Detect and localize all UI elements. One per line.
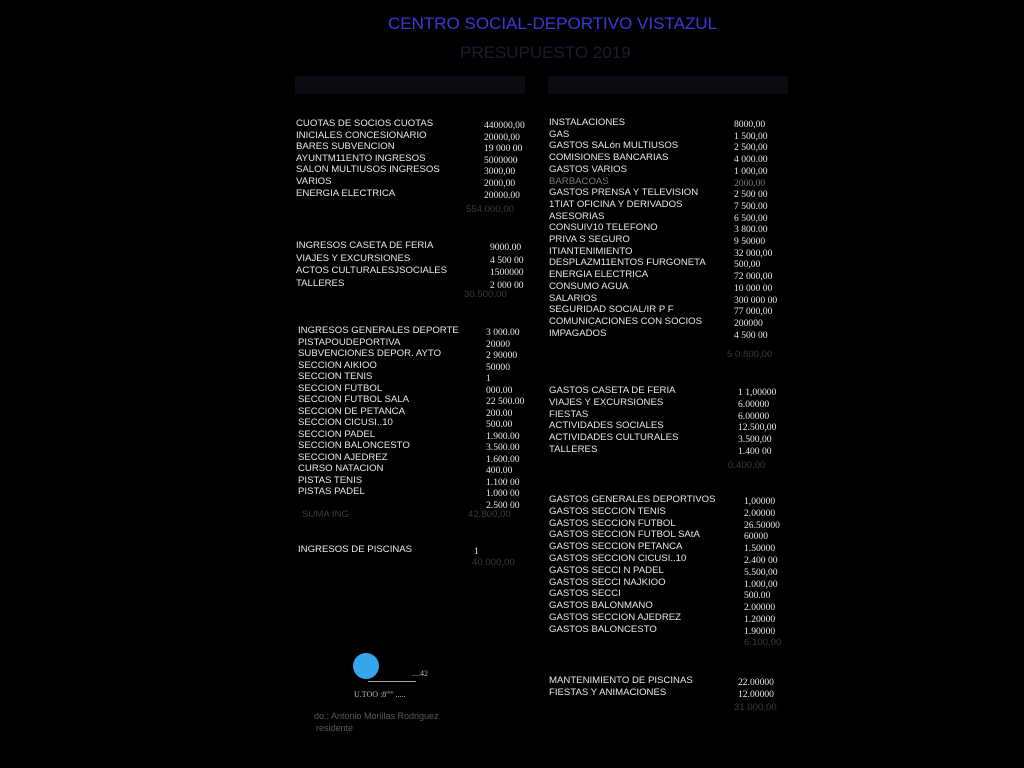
line-item-label: GASTOS GENERALES DEPORTIVOS bbox=[549, 494, 716, 505]
line-item-value: 2.500 00 bbox=[486, 499, 520, 511]
line-item-value: 5.500,00 bbox=[744, 566, 778, 578]
line-item-value: 4 500 00 bbox=[734, 329, 768, 341]
line-item-label: SECCION TENIS bbox=[298, 371, 373, 382]
line-item-label: BARES SUBVENCION bbox=[296, 141, 395, 153]
line-item-value: 3.500,00 bbox=[738, 434, 772, 446]
line-item-value: 2 500 00 bbox=[734, 189, 768, 201]
line-item-value: 1.90000 bbox=[744, 625, 776, 637]
line-item-label: DESPLAZM11ENTOS FURGONETA bbox=[549, 257, 706, 269]
line-item-value: 22 500.00 bbox=[486, 396, 525, 407]
line-item-label: GASTOS SECCION AJEDREZ bbox=[549, 612, 682, 623]
line-item-value: 3000,00 bbox=[484, 166, 516, 178]
line-item-label: INGRESOS CASETA DE FERIA bbox=[296, 240, 434, 251]
line-item-label: GASTOS SECCI bbox=[549, 588, 621, 600]
line-item-label: SECCION BALONCESTO bbox=[298, 440, 410, 451]
line-item-value: 1.50000 bbox=[744, 543, 776, 555]
signature-name: do.: Antonio Morillas Rodriguez bbox=[314, 711, 439, 721]
line-item-label: GASTOS SECCION PETANCA bbox=[549, 541, 683, 553]
line-item-label: SECCION PADEL bbox=[298, 428, 376, 440]
logo-text-top: ....42 bbox=[412, 669, 428, 678]
line-item-value: 4 000.00 bbox=[734, 154, 768, 166]
line-item-value: 1.900.00 bbox=[486, 430, 520, 442]
line-item-label: VIAJES Y EXCURSIONES bbox=[549, 396, 664, 408]
line-item-value: 1,00000 bbox=[744, 496, 776, 507]
income-sec3-total: 42.800,00 bbox=[468, 509, 511, 520]
line-item-value: 500.00 bbox=[486, 419, 513, 430]
line-item-value: 1 500,00 bbox=[734, 130, 768, 142]
line-item-label: VARIOS bbox=[296, 176, 332, 187]
expense-header-bar bbox=[548, 76, 788, 94]
line-item-value: 5000000 bbox=[484, 154, 518, 166]
line-item-value: 32 000,00 bbox=[734, 247, 773, 259]
line-item-label: SUBVENCIONES DEPOR. AYTO bbox=[298, 348, 442, 359]
line-item-value: 2 90000 bbox=[486, 350, 518, 361]
logo-underline bbox=[368, 681, 416, 682]
line-item-value: 3 000.00 bbox=[486, 327, 520, 338]
line-item-label: COMISIONES BANCARIAS bbox=[549, 152, 669, 164]
line-item-value: 1.400 00 bbox=[738, 446, 772, 457]
line-item-label: GASTOS SECCION FUTBOL bbox=[549, 517, 676, 529]
line-item-label: IMPAGADOS bbox=[549, 327, 607, 339]
line-item-label: COMUNICACIONES CON SOCIOS bbox=[549, 315, 702, 327]
line-item-value: 6.00000 bbox=[738, 410, 770, 422]
line-item-label: ENERGIA ELECTRICA bbox=[549, 269, 649, 281]
line-item-label: AYUNTM11ENTO INGRESOS bbox=[296, 152, 426, 164]
line-item-value: 12.00000 bbox=[738, 688, 774, 700]
line-item-label: ACTIVIDADES SOCIALES bbox=[549, 420, 664, 432]
expense-sec1-total: 5 0.800,00 bbox=[727, 349, 773, 360]
line-item-label: SECCION AJEDREZ bbox=[298, 451, 388, 463]
line-item-value: 10 000 00 bbox=[734, 282, 773, 294]
line-item-value: 2000,00 bbox=[484, 178, 516, 189]
line-item-value: 9000.00 bbox=[490, 242, 522, 253]
line-item-label: PISTAS TENIS bbox=[298, 474, 363, 486]
line-item-value: 000.00 bbox=[486, 384, 513, 396]
line-item-value: 60000 bbox=[744, 531, 768, 543]
line-item-value: 1 1,00000 bbox=[738, 387, 777, 398]
line-item-label: GASTOS SALón MULTIUSOS bbox=[549, 140, 679, 152]
line-item-label: SALARIOS bbox=[549, 292, 597, 304]
line-item-label: GASTOS SECCION TENIS bbox=[549, 505, 666, 517]
line-item-label: SECCION DE PETANCA bbox=[298, 405, 405, 417]
line-item-value: 20000.00 bbox=[484, 189, 520, 201]
line-item-value: 500,00 bbox=[734, 259, 761, 271]
line-item-value: 22.00000 bbox=[738, 677, 774, 688]
line-item-label: SECCION FUTBOL SALA bbox=[298, 394, 410, 405]
expense-sec4-total: 31.000,00 bbox=[734, 702, 777, 713]
line-item-label: GASTOS VARIOS bbox=[549, 163, 628, 175]
line-item-value: 1500000 bbox=[490, 267, 524, 278]
line-item-value: 1.000,00 bbox=[744, 578, 778, 590]
line-item-value: 2 500,00 bbox=[734, 142, 768, 154]
line-item-label: CONSUMO AGUA bbox=[549, 280, 629, 292]
line-item-value: 4 500 00 bbox=[490, 254, 524, 266]
line-item-label: PISTAPOUDEPORTIVA bbox=[298, 336, 401, 348]
document-title: CENTRO SOCIAL-DEPORTIVO VISTAZUL bbox=[388, 14, 718, 33]
club-logo-icon bbox=[353, 653, 379, 679]
expense-sec2-total: 0.400,00 bbox=[728, 460, 766, 471]
line-item-value: 77 000,00 bbox=[734, 306, 773, 318]
line-item-value: 1.20000 bbox=[744, 614, 776, 625]
line-item-value: 9 50000 bbox=[734, 236, 766, 247]
line-item-label: GASTOS CASETA DE FERIA bbox=[549, 385, 676, 396]
line-item-value: 200000 bbox=[734, 317, 763, 329]
line-item-value: 1.100 00 bbox=[486, 476, 520, 488]
line-item-label: INSTALACIONES bbox=[549, 117, 626, 128]
line-item-value: 72 000,00 bbox=[734, 271, 773, 283]
line-item-label: GASTOS SECCI NAJKIOO bbox=[549, 576, 666, 588]
line-item-label: TALLERES bbox=[296, 277, 345, 289]
line-item-label: 1TIAT OFICINA Y DERIVADOS bbox=[549, 198, 683, 210]
line-item-value: 6 500,00 bbox=[734, 212, 768, 224]
line-item-value: 400.00 bbox=[486, 465, 513, 476]
line-item-label: CUOTAS DE SOCIOS CUOTAS bbox=[296, 118, 434, 129]
line-item-value: 1.600.00 bbox=[486, 453, 520, 465]
line-item-value: 1 000,00 bbox=[734, 165, 768, 177]
income-sec1-total: 554.000,00 bbox=[466, 204, 515, 215]
document-subtitle: PRESUPUESTO 2019 bbox=[460, 43, 631, 62]
line-item-label: GASTOS BALONCESTO bbox=[549, 623, 657, 635]
line-item-label: ACTOS CULTURALESJSOCIALES bbox=[296, 265, 448, 276]
line-item-label: ENERGIA ELECTRICA bbox=[296, 187, 396, 199]
line-item-value: 6.00000 bbox=[738, 398, 770, 410]
line-item-value: 12.500,00 bbox=[738, 422, 777, 434]
line-item-value: 1 bbox=[474, 546, 479, 557]
line-item-label: PRIVA S SEGURO bbox=[549, 234, 630, 245]
line-item-label: GASTOS SECCION CICUSI..10 bbox=[549, 553, 687, 564]
income-header-bar bbox=[295, 76, 525, 94]
line-item-value: 2.00000 bbox=[744, 602, 776, 614]
income-sec2-total: 30.500,00 bbox=[464, 289, 507, 300]
line-item-label: INGRESOS DE PISCINAS bbox=[298, 544, 413, 555]
line-item-value: 300 000 00 bbox=[734, 294, 778, 306]
line-item-value: 2000.00 bbox=[734, 177, 766, 189]
line-item-label: SEGURIDAD SOCIAL/IR P F bbox=[549, 304, 674, 316]
signature-role: residente bbox=[316, 723, 354, 733]
line-item-label: GASTOS BALONMANO bbox=[549, 600, 653, 612]
line-item-value: 500.00 bbox=[744, 590, 771, 602]
line-item-label: SECCION FUTBOL bbox=[298, 382, 383, 394]
line-item-label: CONSUIV10 TELEFONO bbox=[549, 222, 658, 234]
line-item-value: 3 800.00 bbox=[734, 224, 768, 236]
income-sec4-total: 40.000,00 bbox=[472, 557, 515, 568]
line-item-value: 3.500.00 bbox=[486, 442, 520, 453]
line-item-label: CURSO NATACION bbox=[298, 463, 384, 474]
line-item-label: FIESTAS bbox=[549, 408, 589, 420]
line-item-value: 26.50000 bbox=[744, 519, 780, 531]
line-item-label: SECCION CICUSI..10 bbox=[298, 417, 393, 428]
line-item-value: 1 bbox=[486, 373, 491, 384]
line-item-label: TALLERES bbox=[549, 444, 598, 455]
line-item-value: 8000,00 bbox=[734, 119, 766, 130]
line-item-label: PISTAS PADEL bbox=[298, 486, 365, 497]
line-item-label: BARBACOAS bbox=[549, 175, 609, 187]
line-item-label: INGRESOS GENERALES DEPORTE bbox=[298, 325, 459, 336]
line-item-label: SECCION AIKIOO bbox=[298, 359, 377, 371]
line-item-label: ITIANTENIMIENTO bbox=[549, 245, 633, 257]
line-item-label: ACTIVIDADES CULTURALES bbox=[549, 432, 679, 444]
line-item-value: 20000,00 bbox=[484, 131, 520, 143]
line-item-value: 2.00000 bbox=[744, 507, 776, 519]
line-item-value: 7 500.00 bbox=[734, 200, 768, 212]
line-item-label: SALON MULTIUSOS INGRESOS bbox=[296, 164, 440, 176]
line-item-value: 1.000 00 bbox=[486, 488, 520, 499]
line-item-value: 50000 bbox=[486, 361, 510, 373]
line-item-value: 2 000 00 bbox=[490, 279, 524, 291]
line-item-value: 2.400 00 bbox=[744, 555, 778, 566]
expense-sec3-total: 6.100,00 bbox=[744, 637, 782, 648]
line-item-value: 440000,00 bbox=[484, 120, 525, 131]
line-item-label: INICIALES CONCESIONARIO bbox=[296, 129, 427, 141]
income-sec3-total-label: SUMA ING bbox=[302, 509, 349, 520]
logo-text-bottom: U.TOO :8''''' ..... bbox=[354, 690, 406, 699]
line-item-label: ASESORIAS bbox=[549, 210, 605, 222]
line-item-label: GAS bbox=[549, 128, 570, 140]
line-item-label: VIAJES Y EXCURSIONES bbox=[296, 252, 411, 264]
line-item-label: FIESTAS Y ANIMACIONES bbox=[549, 686, 667, 698]
line-item-value: 19 000 00 bbox=[484, 143, 523, 155]
line-item-value: 200.00 bbox=[486, 407, 513, 419]
line-item-value: 20000 bbox=[486, 338, 510, 350]
line-item-label: MANTENIMIENTO DE PISCINAS bbox=[549, 675, 693, 686]
line-item-label: GASTOS PRENSA Y TELEVISION bbox=[549, 187, 699, 199]
line-item-label: GASTOS SECCION FUTBOL SAtA bbox=[549, 529, 700, 541]
line-item-label: GASTOS SECCI N PADEL bbox=[549, 564, 664, 576]
